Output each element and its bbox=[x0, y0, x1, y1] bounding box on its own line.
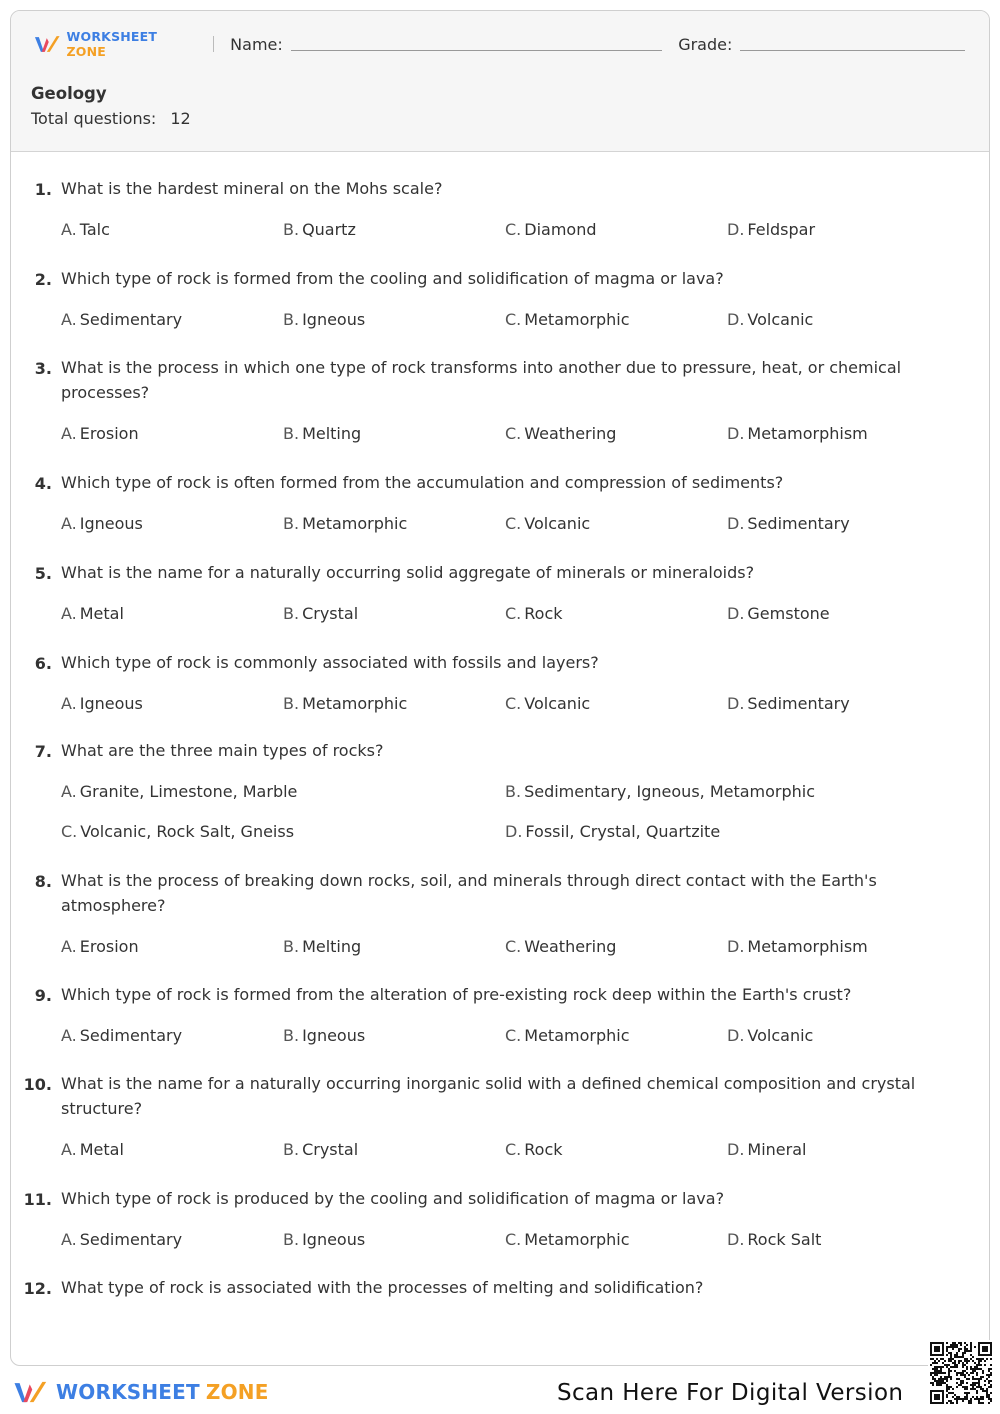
answer-option-b[interactable] bbox=[283, 604, 358, 623]
option-letter: B. bbox=[283, 937, 300, 956]
answer-option-a[interactable] bbox=[61, 424, 139, 443]
option-letter: C. bbox=[505, 937, 522, 956]
footer-logo bbox=[12, 1377, 269, 1407]
option-letter: C. bbox=[505, 1230, 522, 1249]
option-text: Crystal bbox=[302, 604, 359, 623]
option-letter: B. bbox=[283, 514, 300, 533]
header-divider bbox=[213, 36, 214, 52]
question-text: What is the name for a naturally occurring inorganic solid with a defined chemical composition and crystal structure? bbox=[61, 1074, 916, 1118]
answer-option-c[interactable] bbox=[505, 310, 629, 329]
answer-option-b[interactable] bbox=[283, 220, 356, 239]
option-letter: A. bbox=[61, 694, 77, 713]
brand-row bbox=[33, 31, 965, 57]
answer-option-b[interactable] bbox=[283, 937, 361, 956]
answer-option-a[interactable] bbox=[61, 514, 143, 533]
option-letter: B. bbox=[283, 310, 300, 329]
option-letter: D. bbox=[727, 1026, 745, 1045]
option-text: Sedimentary bbox=[79, 1230, 183, 1249]
answer-option-a[interactable] bbox=[61, 1026, 182, 1045]
option-letter: A. bbox=[61, 604, 77, 623]
answer-option-c[interactable] bbox=[505, 514, 590, 533]
answer-option-a[interactable] bbox=[61, 310, 182, 329]
question-text: What is the process of breaking down rocks, soil, and minerals through direct contact with the Earth's atmosphere? bbox=[61, 871, 877, 915]
answer-option-d[interactable] bbox=[727, 604, 830, 623]
footer-brand-part1: WORKSHEET bbox=[56, 1380, 200, 1404]
answer-option-c[interactable] bbox=[505, 1230, 629, 1249]
question-text: Which type of rock is often formed from the accumulation and compression of sediments? bbox=[61, 473, 784, 492]
question-number: 9. bbox=[34, 986, 52, 1005]
answer-option-d[interactable] bbox=[727, 694, 850, 713]
option-text: Metamorphic bbox=[524, 310, 630, 329]
question-text: Which type of rock is formed from the alteration of pre-existing rock deep within the Earth's crust? bbox=[61, 985, 852, 1004]
question-number: 7. bbox=[34, 742, 52, 761]
option-letter: C. bbox=[505, 514, 522, 533]
option-text: Metal bbox=[79, 604, 124, 623]
option-text: Granite, Limestone, Marble bbox=[79, 782, 298, 801]
answer-option-a[interactable] bbox=[61, 220, 110, 239]
option-letter: B. bbox=[283, 1026, 300, 1045]
option-text: Sedimentary bbox=[747, 694, 850, 713]
grade-field[interactable] bbox=[740, 50, 965, 51]
answer-option-d[interactable] bbox=[505, 822, 720, 841]
option-letter: A. bbox=[61, 1140, 77, 1159]
option-letter: A. bbox=[61, 424, 77, 443]
option-text: Metamorphism bbox=[747, 424, 868, 443]
option-letter: A. bbox=[61, 1230, 77, 1249]
option-letter: D. bbox=[727, 514, 745, 533]
option-letter: D. bbox=[727, 694, 745, 713]
option-text: Quartz bbox=[302, 220, 356, 239]
option-text: Feldspar bbox=[747, 220, 816, 239]
total-questions-value: 12 bbox=[170, 109, 191, 128]
option-text: Igneous bbox=[302, 1026, 366, 1045]
answer-option-d[interactable] bbox=[727, 1140, 806, 1159]
question-text: Which type of rock is produced by the cooling and solidification of magma or lava? bbox=[61, 1189, 725, 1208]
answer-option-b[interactable] bbox=[283, 514, 407, 533]
option-text: Sedimentary bbox=[79, 310, 183, 329]
question-number: 3. bbox=[34, 359, 52, 378]
worksheet-header bbox=[11, 11, 989, 152]
answer-option-d[interactable] bbox=[727, 1026, 813, 1045]
question-number: 1. bbox=[34, 180, 52, 199]
answer-option-c[interactable] bbox=[505, 1026, 629, 1045]
option-letter: D. bbox=[727, 220, 745, 239]
question-number: 5. bbox=[34, 564, 52, 583]
option-text: Mineral bbox=[747, 1140, 807, 1159]
answer-option-c[interactable] bbox=[505, 604, 563, 623]
option-text: Sedimentary, Igneous, Metamorphic bbox=[524, 782, 816, 801]
option-text: Igneous bbox=[302, 310, 366, 329]
option-letter: A. bbox=[61, 782, 77, 801]
question-text: What is the process in which one type of rock transforms into another due to pressure, heat, or chemical processes? bbox=[61, 358, 902, 402]
option-letter: B. bbox=[283, 220, 300, 239]
footer-brand-part2: ZONE bbox=[205, 1380, 269, 1404]
option-letter: C. bbox=[505, 220, 522, 239]
option-text: Volcanic bbox=[524, 514, 591, 533]
answer-option-d[interactable] bbox=[727, 1230, 821, 1249]
answer-option-a[interactable] bbox=[61, 694, 143, 713]
answer-option-c[interactable] bbox=[505, 694, 590, 713]
answer-option-c[interactable] bbox=[505, 937, 616, 956]
answer-option-d[interactable] bbox=[727, 937, 868, 956]
option-letter: B. bbox=[505, 782, 522, 801]
option-text: Metamorphic bbox=[524, 1230, 630, 1249]
answer-option-a[interactable] bbox=[61, 604, 124, 623]
answer-option-b[interactable] bbox=[283, 310, 365, 329]
option-text: Igneous bbox=[302, 1230, 366, 1249]
option-letter: B. bbox=[283, 694, 300, 713]
option-text: Talc bbox=[79, 220, 110, 239]
logo-mark-icon bbox=[12, 1377, 50, 1407]
total-questions bbox=[31, 109, 191, 128]
name-label: Name: bbox=[230, 34, 283, 54]
option-letter: A. bbox=[61, 220, 77, 239]
option-text: Weathering bbox=[524, 424, 617, 443]
answer-option-b[interactable] bbox=[283, 1230, 365, 1249]
question-text: Which type of rock is formed from the cooling and solidification of magma or lava? bbox=[61, 269, 724, 288]
option-letter: A. bbox=[61, 514, 77, 533]
question-text: Which type of rock is commonly associated with fossils and layers? bbox=[61, 653, 599, 672]
answer-option-d[interactable] bbox=[727, 514, 850, 533]
option-text: Melting bbox=[302, 424, 362, 443]
option-letter: C. bbox=[505, 604, 522, 623]
option-letter: D. bbox=[505, 822, 523, 841]
answer-option-c[interactable] bbox=[61, 822, 294, 841]
answer-option-c[interactable] bbox=[505, 220, 597, 239]
answer-option-a[interactable] bbox=[61, 782, 297, 801]
question-text: What type of rock is associated with the processes of melting and solidification? bbox=[61, 1278, 704, 1297]
answer-option-b[interactable] bbox=[505, 782, 815, 801]
option-letter: C. bbox=[505, 1026, 522, 1045]
question-number: 11. bbox=[23, 1190, 52, 1209]
option-text: Weathering bbox=[524, 937, 617, 956]
option-letter: D. bbox=[727, 1140, 745, 1159]
question-number: 8. bbox=[34, 872, 52, 891]
option-text: Metamorphic bbox=[524, 1026, 630, 1045]
scan-caption: Scan Here For Digital Version bbox=[557, 1380, 904, 1406]
option-text: Erosion bbox=[79, 424, 139, 443]
worksheet bbox=[10, 10, 990, 1366]
qr-code-icon[interactable] bbox=[928, 1340, 994, 1406]
question-number: 6. bbox=[34, 654, 52, 673]
logo-mark-icon bbox=[33, 34, 63, 54]
answer-option-d[interactable] bbox=[727, 424, 868, 443]
option-letter: D. bbox=[727, 424, 745, 443]
question-number: 10. bbox=[23, 1075, 52, 1094]
option-letter: D. bbox=[727, 604, 745, 623]
option-letter: C. bbox=[505, 310, 522, 329]
option-letter: B. bbox=[283, 424, 300, 443]
option-letter: C. bbox=[505, 1140, 522, 1159]
question-number: 2. bbox=[34, 270, 52, 289]
answer-option-b[interactable] bbox=[283, 1140, 358, 1159]
brand-name-part1: WORKSHEET bbox=[66, 29, 158, 44]
option-text: Sedimentary bbox=[79, 1026, 183, 1045]
option-text: Diamond bbox=[524, 220, 597, 239]
worksheet-zone-logo bbox=[33, 29, 199, 59]
answer-option-c[interactable] bbox=[505, 1140, 563, 1159]
option-text: Metamorphic bbox=[302, 514, 408, 533]
question-text: What are the three main types of rocks? bbox=[61, 741, 384, 760]
option-letter: A. bbox=[61, 1026, 77, 1045]
option-letter: B. bbox=[283, 1140, 300, 1159]
answer-option-b[interactable] bbox=[283, 1026, 365, 1045]
option-text: Metal bbox=[79, 1140, 124, 1159]
option-letter: C. bbox=[61, 822, 78, 841]
option-letter: A. bbox=[61, 937, 77, 956]
option-text: Rock bbox=[524, 1140, 563, 1159]
option-letter: C. bbox=[505, 424, 522, 443]
answer-option-a[interactable] bbox=[61, 1230, 182, 1249]
option-text: Melting bbox=[302, 937, 362, 956]
option-text: Gemstone bbox=[747, 604, 830, 623]
option-letter: B. bbox=[283, 604, 300, 623]
option-text: Metamorphism bbox=[747, 937, 868, 956]
option-text: Fossil, Crystal, Quartzite bbox=[525, 822, 721, 841]
option-letter: A. bbox=[61, 310, 77, 329]
option-text: Rock Salt bbox=[747, 1230, 822, 1249]
answer-option-a[interactable] bbox=[61, 937, 139, 956]
option-text: Metamorphic bbox=[302, 694, 408, 713]
option-text: Sedimentary bbox=[747, 514, 850, 533]
option-text: Crystal bbox=[302, 1140, 359, 1159]
answer-option-d[interactable] bbox=[727, 310, 813, 329]
option-text: Igneous bbox=[79, 514, 143, 533]
brand-name-part2: ZONE bbox=[66, 44, 107, 59]
option-letter: C. bbox=[505, 694, 522, 713]
option-letter: D. bbox=[727, 937, 745, 956]
question-text: What is the hardest mineral on the Mohs scale? bbox=[61, 179, 443, 198]
answer-option-d[interactable] bbox=[727, 220, 815, 239]
option-text: Rock bbox=[524, 604, 563, 623]
total-questions-label: Total questions: bbox=[31, 109, 157, 128]
subject-title: Geology bbox=[31, 84, 107, 103]
answer-option-a[interactable] bbox=[61, 1140, 124, 1159]
answer-option-b[interactable] bbox=[283, 424, 361, 443]
option-text: Volcanic, Rock Salt, Gneiss bbox=[80, 822, 295, 841]
answer-option-b[interactable] bbox=[283, 694, 407, 713]
name-field[interactable] bbox=[291, 50, 662, 51]
option-text: Volcanic bbox=[747, 1026, 814, 1045]
answer-option-c[interactable] bbox=[505, 424, 616, 443]
question-number: 12. bbox=[23, 1279, 52, 1298]
option-letter: D. bbox=[727, 310, 745, 329]
question-text: What is the name for a naturally occurring solid aggregate of minerals or mineraloids? bbox=[61, 563, 755, 582]
grade-label: Grade: bbox=[678, 34, 733, 54]
option-letter: D. bbox=[727, 1230, 745, 1249]
option-letter: B. bbox=[283, 1230, 300, 1249]
option-text: Erosion bbox=[79, 937, 139, 956]
option-text: Volcanic bbox=[524, 694, 591, 713]
option-text: Volcanic bbox=[747, 310, 814, 329]
option-text: Igneous bbox=[79, 694, 143, 713]
question-number: 4. bbox=[34, 474, 52, 493]
